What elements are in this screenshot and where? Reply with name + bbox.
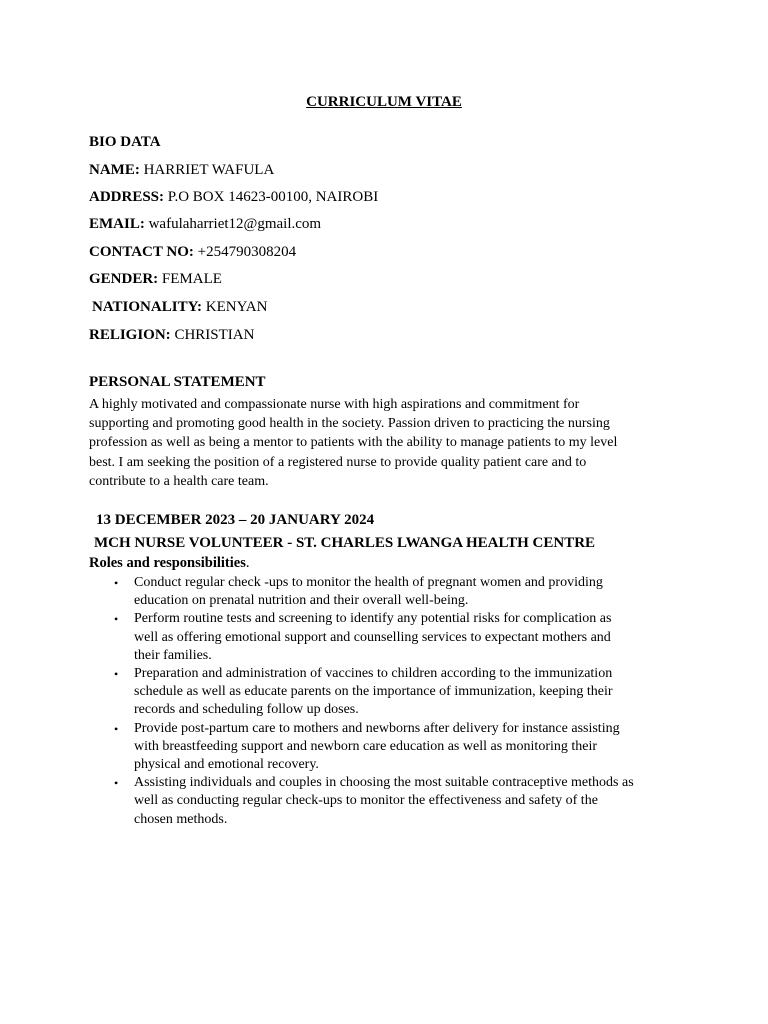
list-item-line: physical and emotional recovery. xyxy=(134,757,319,773)
bio-label: CONTACT NO: xyxy=(89,244,194,260)
personal-statement-text xyxy=(89,395,679,491)
list-item-line: with breastfeeding support and newborn care education as well as monitoring their xyxy=(134,738,598,754)
bullet-icon: • xyxy=(114,667,119,682)
list-item xyxy=(110,720,700,775)
statement-line: supporting and promoting good health in the society. Passion driven to practicing the nursing xyxy=(89,416,610,432)
page-title: CURRICULUM VITAE xyxy=(306,94,462,110)
list-item-line: well as conducting regular check-ups to monitor the effectiveness and safety of the xyxy=(134,793,598,809)
bio-value: KENYAN xyxy=(205,299,268,315)
statement-line: contribute to a health care team. xyxy=(89,473,269,489)
list-item-line: well as offering emotional support and counselling services to expectant mothers and xyxy=(134,629,611,645)
list-item xyxy=(110,610,700,665)
list-item xyxy=(110,665,700,720)
list-item-line: Preparation and administration of vaccines to children according to the immunization xyxy=(134,666,613,682)
list-item xyxy=(110,574,700,610)
statement-line: profession as well as being a mentor to patients with the ability to manage patients to my level xyxy=(89,435,618,451)
bio-label: GENDER: xyxy=(89,271,159,287)
bio-row-email xyxy=(89,216,321,233)
list-item-line: schedule as well as educate parents on the importance of immunization, keeping their xyxy=(134,684,613,700)
bio-value: FEMALE xyxy=(161,271,222,287)
bullet-icon: • xyxy=(114,576,119,590)
statement-line: A highly motivated and compassionate nurse with high aspirations and commitment for xyxy=(89,397,580,412)
list-item-line: education on prenatal nutrition and their overall well-being. xyxy=(134,593,469,609)
responsibilities-list xyxy=(110,574,700,829)
roles-suffix: . xyxy=(245,555,250,571)
bio-value: wafulaharriet12@gmail.com xyxy=(148,216,322,232)
bio-label: NATIONALITY: xyxy=(92,299,203,315)
list-item-line: Perform routine tests and screening to identify any potential risks for complication as xyxy=(134,611,612,627)
bio-label: ADDRESS: xyxy=(89,189,165,205)
statement-line: best. I am seeking the position of a registered nurse to provide quality patient care and to xyxy=(89,454,587,470)
bio-row-nationality xyxy=(92,299,267,316)
personal-statement-heading: PERSONAL STATEMENT xyxy=(89,374,266,390)
bio-data-heading: BIO DATA xyxy=(89,134,161,150)
bullet-icon: • xyxy=(114,776,119,791)
bio-row-contact xyxy=(89,244,296,261)
bio-value: P.O BOX 14623-00100, NAIROBI xyxy=(167,189,379,205)
bio-row-address xyxy=(89,189,378,206)
bio-value: CHRISTIAN xyxy=(174,327,255,343)
list-item-line: records and scheduling follow up doses. xyxy=(134,702,359,718)
bio-value: HARRIET WAFULA xyxy=(143,162,275,178)
bio-label: NAME: xyxy=(89,162,140,178)
job-dates: 13 DECEMBER 2023 – 20 JANUARY 2024 xyxy=(96,512,375,528)
list-item-line: Provide post-partum care to mothers and newborns after delivery for instance assisting xyxy=(134,720,620,736)
list-item-line: their families. xyxy=(134,647,212,663)
bullet-icon: • xyxy=(114,612,119,627)
bio-row-gender xyxy=(89,271,222,288)
list-item-line: Assisting individuals and couples in choosing the most suitable contraceptive methods as xyxy=(134,775,634,791)
job-title: MCH NURSE VOLUNTEER - ST. CHARLES LWANGA HEALTH CENTRE xyxy=(94,535,596,551)
bio-value: +254790308204 xyxy=(197,244,297,260)
bio-label: EMAIL: xyxy=(89,216,145,232)
bio-row-name xyxy=(89,162,274,179)
bio-label: RELIGION: xyxy=(89,327,171,343)
list-item-line: chosen methods. xyxy=(134,811,228,827)
list-item xyxy=(110,774,700,829)
roles-label: Roles and responsibilities xyxy=(89,555,246,571)
bio-row-religion xyxy=(89,327,254,344)
bullet-icon: • xyxy=(114,721,119,736)
roles-heading xyxy=(89,555,249,572)
list-item-line: Conduct regular check -ups to monitor the health of pregnant women and providing xyxy=(134,575,603,590)
